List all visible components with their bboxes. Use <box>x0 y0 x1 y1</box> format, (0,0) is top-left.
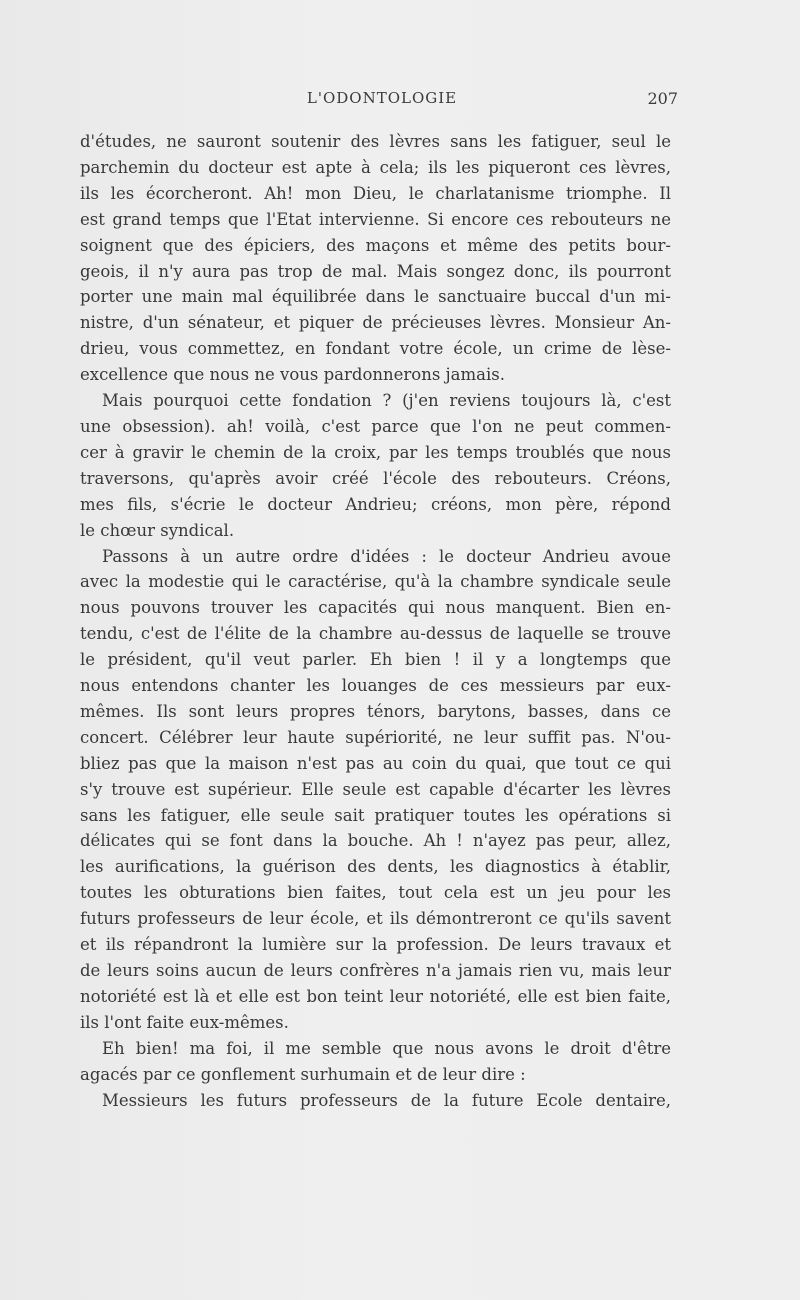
text-line: mêmes. Ils sont leurs propres ténors, barytons, basses, dans ce <box>80 701 671 721</box>
text-line: ils les écorcheront. Ah! mon Dieu, le charlatanisme triomphe. Il <box>80 183 671 203</box>
page-header <box>80 89 684 113</box>
text-line: nous entendons chanter les louanges de ces messieurs par eux- <box>80 676 671 696</box>
text-line: délicates qui se font dans la bouche. Ah ! n'ayez pas peur, allez, <box>80 831 671 851</box>
text-line: parchemin du docteur est apte à cela; ils les piqueront ces lèvres, <box>80 157 671 177</box>
text-line: Passons à un autre ordre d'idées : le docteur Andrieu avoue <box>102 546 671 566</box>
text-line: geois, il n'y aura pas trop de mal. Mais songez donc, ils pourront <box>80 261 671 281</box>
text-line: concert. Célébrer leur haute supériorité, ne leur suffit pas. N'ou- <box>80 727 671 747</box>
text-line: futurs professeurs de leur école, et ils démontreront ce qu'ils savent <box>80 909 671 929</box>
text-line: ils l'ont faite eux-mêmes. <box>80 1012 289 1032</box>
text-line: nous pouvons trouver les capacités qui nous manquent. Bien en- <box>80 598 671 618</box>
text-line: s'y trouve est supérieur. Elle seule est capable d'écarter les lèvres <box>80 779 671 799</box>
text-line: les aurifications, la guérison des dents, les diagnostics à établir, <box>80 857 671 877</box>
running-title: L'ODONTOLOGIE <box>306 89 458 107</box>
page-number: 207 <box>647 89 678 108</box>
text-line: agacés par ce gonflement surhumain et de leur dire : <box>80 1064 526 1084</box>
text-line: Mais pourquoi cette fondation ? (j'en reviens toujours là, c'est <box>102 391 671 411</box>
text-line: avec la modestie qui le caractérise, qu'à la chambre syndicale seule <box>80 572 671 592</box>
text-line: cer à gravir le chemin de la croix, par les temps troublés que nous <box>80 442 671 462</box>
paragraph <box>80 544 671 1036</box>
text-line: Eh bien! ma foi, il me semble que nous avons le droit d'être <box>102 1038 671 1058</box>
text-line: traversons, qu'après avoir créé l'école des rebouteurs. Créons, <box>80 468 671 488</box>
paragraph <box>80 388 671 543</box>
text-line: porter une main mal équilibrée dans le sanctuaire buccal d'un mi- <box>80 287 671 307</box>
text-line: et ils répandront la lumière sur la profession. De leurs travaux et <box>80 935 671 955</box>
text-line: bliez pas que la maison n'est pas au coin du quai, que tout ce qui <box>80 753 671 773</box>
text-line: toutes les obturations bien faites, tout cela est un jeu pour les <box>80 883 671 903</box>
text-line: sans les fatiguer, elle seule sait pratiquer toutes les opérations si <box>80 805 671 825</box>
text-line: notoriété est là et elle est bon teint leur notoriété, elle est bien faite, <box>80 986 671 1006</box>
text-line: mes fils, s'écrie le docteur Andrieu; créons, mon père, répond <box>80 494 671 514</box>
text-line: le chœur syndical. <box>80 520 235 540</box>
text-line: excellence que nous ne vous pardonnerons jamais. <box>80 365 505 385</box>
body-text <box>80 129 671 1113</box>
paragraph <box>80 1088 671 1114</box>
text-line: le président, qu'il veut parler. Eh bien ! il y a longtemps que <box>80 650 671 670</box>
text-line: drieu, vous commettez, en fondant votre école, un crime de lèse- <box>80 339 671 359</box>
text-line: de leurs soins aucun de leurs confrères n'a jamais rien vu, mais leur <box>80 961 671 980</box>
paragraph <box>80 129 671 388</box>
text-line: est grand temps que l'Etat intervienne. Si encore ces rebouteurs ne <box>80 209 671 229</box>
text-line: Messieurs les futurs professeurs de la future Ecole dentaire, <box>102 1090 671 1110</box>
text-line: tendu, c'est de l'élite de la chambre au-dessus de laquelle se trouve <box>80 624 671 644</box>
text-line: une obsession). ah! voilà, c'est parce que l'on ne peut commen- <box>80 416 671 436</box>
paragraph <box>80 1036 671 1088</box>
text-line: soignent que des épiciers, des maçons et même des petits bour- <box>80 235 671 255</box>
text-line: nistre, d'un sénateur, et piquer de précieuses lèvres. Monsieur An- <box>80 313 671 333</box>
text-line: d'études, ne sauront soutenir des lèvres sans les fatiguer, seul le <box>80 132 671 151</box>
